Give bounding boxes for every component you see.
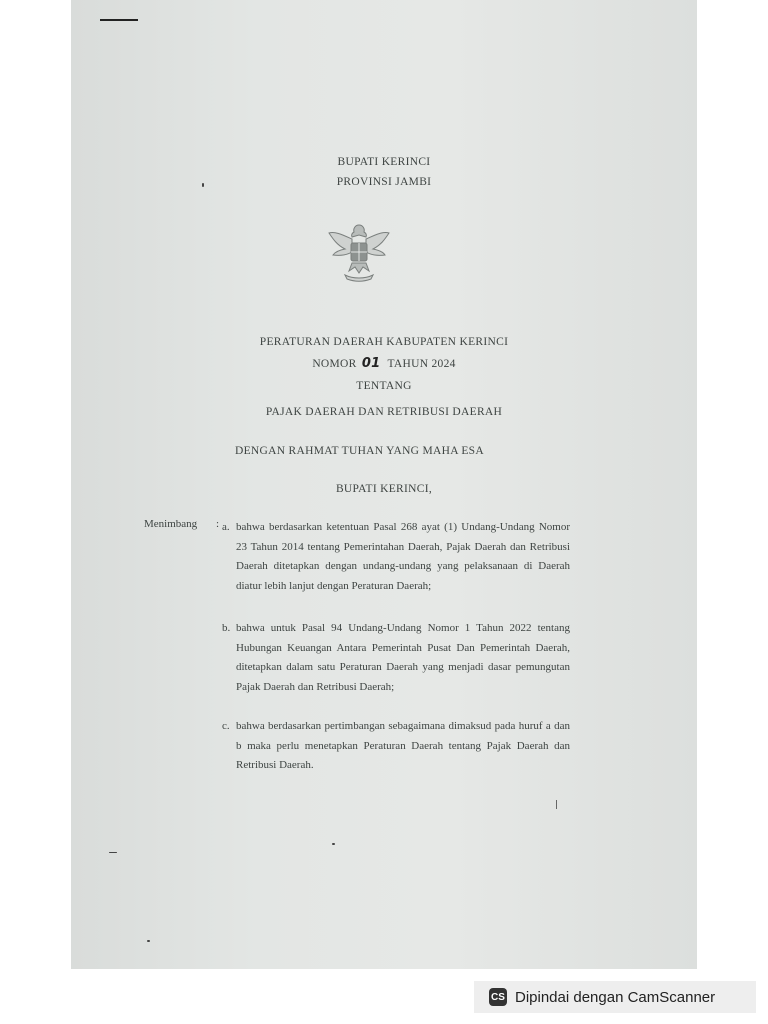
number-prefix: NOMOR	[312, 358, 357, 370]
authority: BUPATI KERINCI,	[335, 483, 433, 495]
consideration-item	[222, 619, 570, 697]
consideration-item	[222, 717, 570, 776]
camscanner-logo-icon: CS	[489, 988, 507, 1006]
page-mark	[556, 800, 557, 809]
item-text: bahwa untuk Pasal 94 Undang-Undang Nomor 1 Tahun 2022 tentang Hubungan Keuangan Antara Pemerintah Pusat Dan Pemerintah Daerah, ditetapkan dalam satu Peraturan Daerah yang menjadi dasar pemungutan Pajak Daerah dan Retribusi Daerah;	[236, 622, 570, 693]
handwritten-number: 01	[361, 356, 381, 371]
speck	[147, 940, 150, 942]
header-line-2: PROVINSI JAMBI	[336, 176, 432, 188]
garuda-emblem-icon	[325, 219, 393, 287]
corner-mark	[100, 19, 138, 21]
scanned-page	[71, 0, 697, 969]
item-letter: c.	[222, 720, 230, 732]
considerations-label: Menimbang	[144, 518, 198, 530]
regulation-title: PERATURAN DAERAH KABUPATEN KERINCI	[259, 336, 509, 348]
item-letter: b.	[222, 622, 231, 634]
about-label: TENTANG	[356, 380, 412, 392]
camscanner-badge	[474, 981, 756, 1013]
regulation-subject: PAJAK DAERAH DAN RETRIBUSI DAERAH	[265, 406, 503, 418]
camscanner-text: Dipindai dengan CamScanner	[515, 988, 716, 1006]
consideration-item	[222, 518, 570, 596]
item-text: bahwa berdasarkan ketentuan Pasal 268 ayat (1) Undang-Undang Nomor 23 Tahun 2014 tentang Pemerintahan Daerah, Pajak Daerah dan Retribusi Daerah ditetapkan dengan undang-undang yang pelaksanaan di Daerah diatur lebih lanjut dengan Peraturan Daerah;	[236, 521, 570, 592]
invocation: DENGAN RAHMAT TUHAN YANG MAHA ESA	[235, 445, 484, 457]
considerations-colon: :	[216, 518, 220, 530]
item-text: bahwa berdasarkan pertimbangan sebagaimana dimaksud pada huruf a dan b maka perlu menetapkan Peraturan Daerah tentang Pajak Daerah dan Retribusi Daerah.	[236, 720, 570, 771]
speck	[109, 852, 117, 853]
item-letter: a.	[222, 521, 230, 533]
regulation-year: TAHUN 2024	[387, 358, 456, 370]
speck	[332, 843, 335, 845]
regulation-number	[71, 356, 697, 371]
header-line-1: BUPATI KERINCI	[337, 156, 431, 168]
